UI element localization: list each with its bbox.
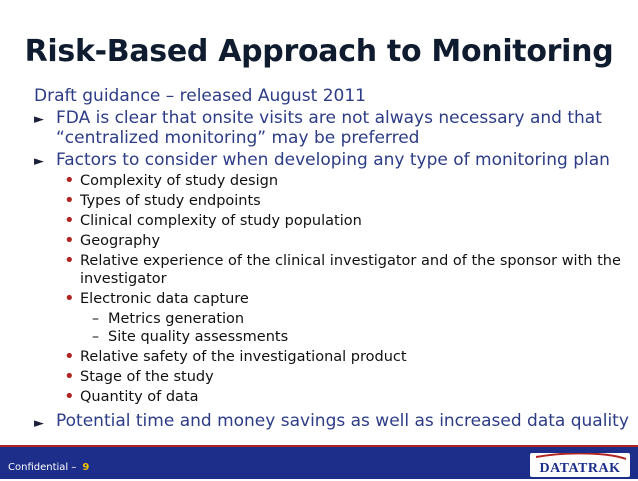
page-number: 9 [82, 462, 90, 473]
red-bullet-dot-icon: • [64, 230, 75, 251]
factor-item: Quantity of data [80, 389, 199, 405]
bullet-fda-line1: FDA is clear that onsite visits are not always necessary and that [56, 108, 602, 128]
factor-item: Electronic data capture [80, 291, 249, 307]
red-bullet-dot-icon: • [64, 190, 75, 211]
red-bullet-dot-icon: • [64, 288, 75, 309]
triangle-bullet-icon: ► [34, 154, 44, 169]
factor-item: Relative safety of the investigational product [80, 349, 407, 365]
confidential-label: Confidential – [8, 462, 77, 473]
dash-bullet-icon: – [92, 329, 99, 345]
logo-text: DATATRAK [539, 461, 621, 476]
red-bullet-dot-icon: • [64, 170, 75, 191]
logo-swoosh [536, 453, 626, 459]
bullet-savings: Potential time and money savings as well as increased data quality [56, 411, 629, 431]
footer-label [8, 462, 89, 473]
factor-item-continuation: investigator [80, 271, 167, 287]
edc-subitem: Metrics generation [108, 311, 245, 327]
factor-item: Clinical complexity of study population [80, 213, 362, 229]
triangle-bullet-icon: ► [34, 416, 44, 431]
triangle-bullet-icon: ► [34, 112, 44, 127]
factor-item: Complexity of study design [80, 173, 279, 189]
slide-title: Risk-Based Approach to Monitoring [24, 34, 614, 69]
datatrak-logo [530, 453, 630, 477]
intro-text: Draft guidance – released August 2011 [34, 86, 366, 106]
bullet-factors: Factors to consider when developing any type of monitoring plan [56, 150, 610, 170]
footer-stripe [0, 445, 638, 447]
bullet-fda-line2: “centralized monitoring” may be preferred [56, 128, 420, 148]
red-bullet-dot-icon: • [64, 346, 75, 367]
red-bullet-dot-icon: • [64, 210, 75, 231]
red-bullet-dot-icon: • [64, 250, 75, 271]
factor-item: Geography [80, 233, 161, 249]
edc-subitem: Site quality assessments [108, 329, 289, 345]
factor-item: Relative experience of the clinical investigator and of the sponsor with the [80, 253, 621, 269]
red-bullet-dot-icon: • [64, 386, 75, 407]
red-bullet-dot-icon: • [64, 366, 75, 387]
factor-item: Types of study endpoints [80, 193, 261, 209]
dash-bullet-icon: – [92, 311, 99, 327]
factor-item: Stage of the study [80, 369, 214, 385]
datatrak-logo-graphic [530, 453, 630, 477]
